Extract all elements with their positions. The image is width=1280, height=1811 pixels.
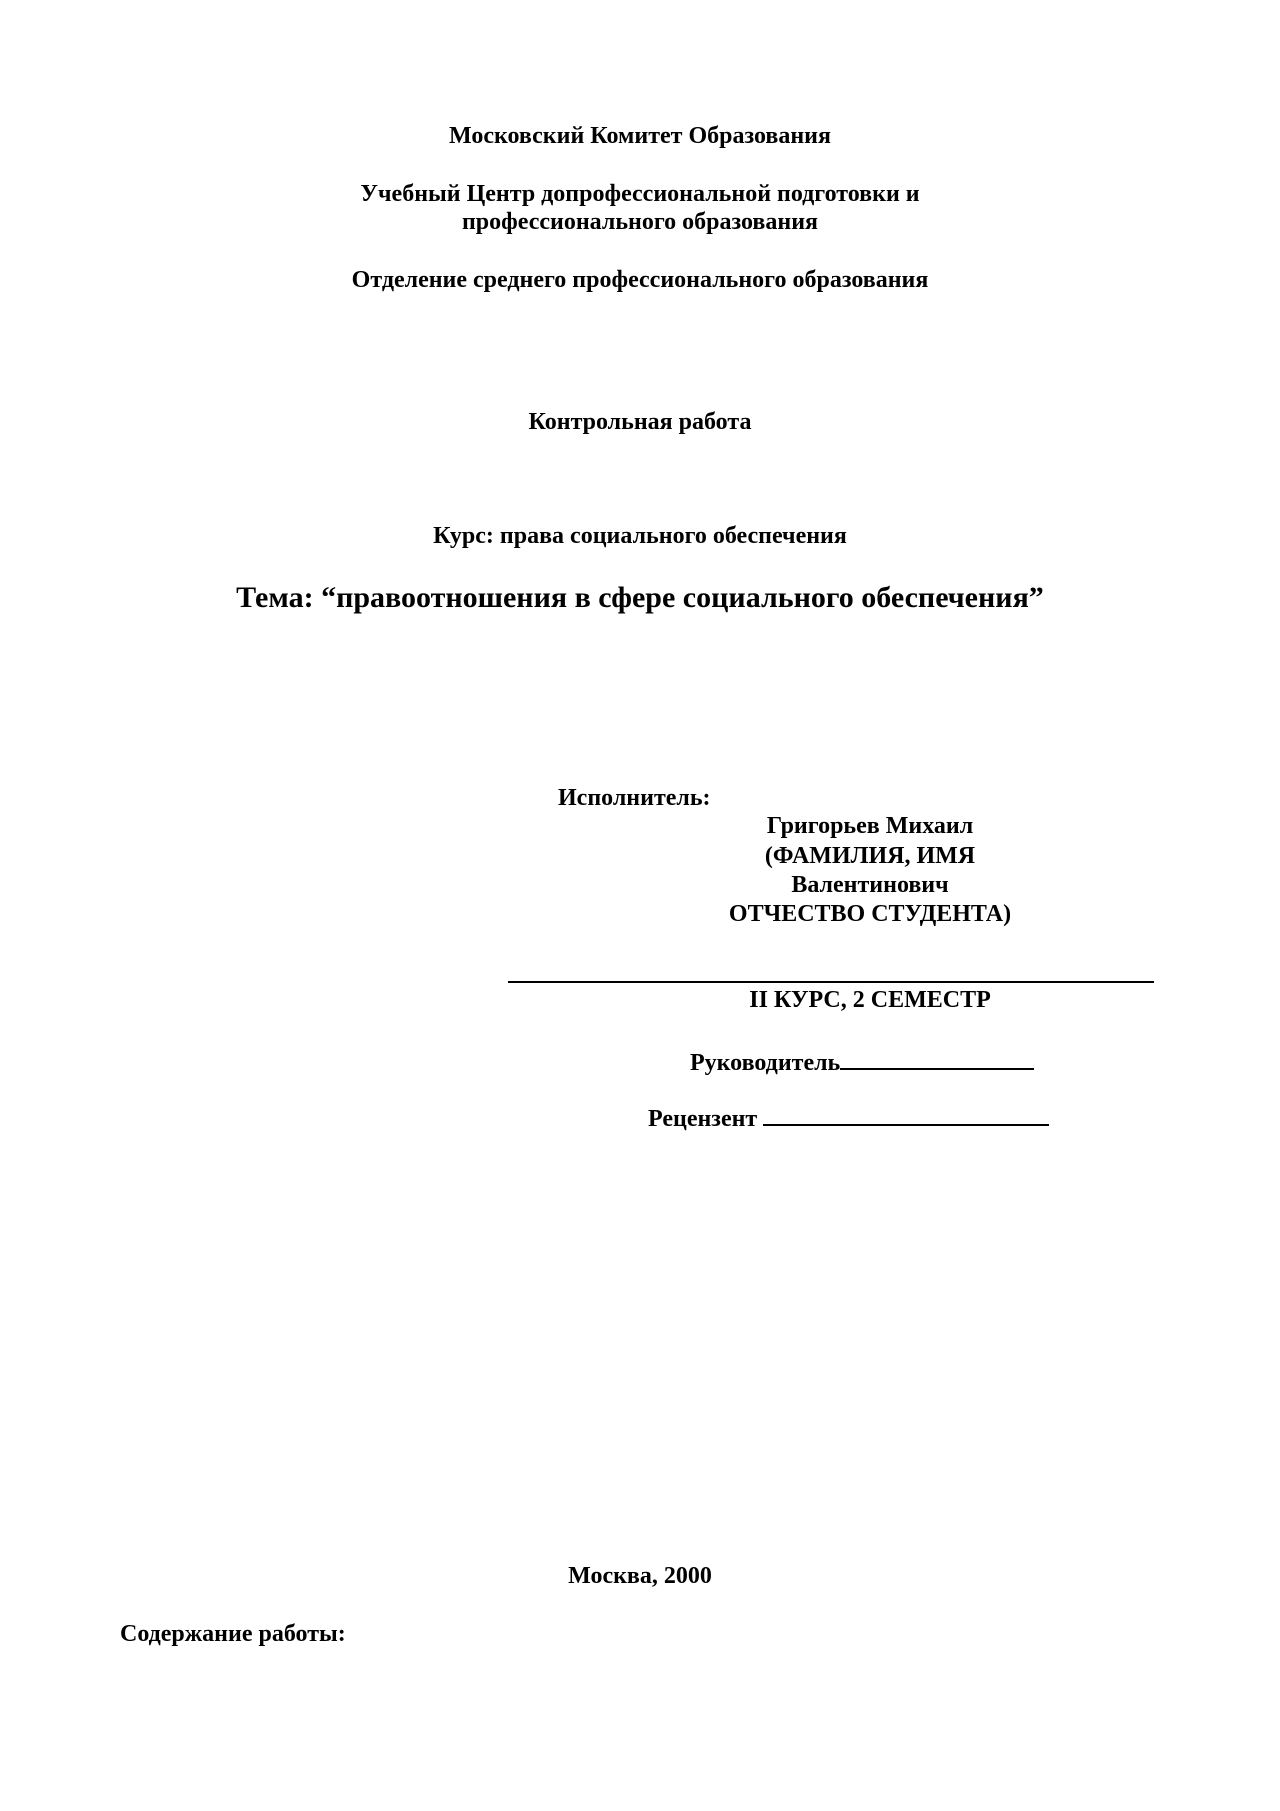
topic-line: Тема: “правоотношения в сфере социального обеспечения” [236, 581, 1044, 614]
reviewer-signature-field[interactable] [763, 1102, 1049, 1126]
course-line: Курс: права социального обеспечения [433, 523, 847, 549]
course-semester-line: II КУРС, 2 СЕМЕСТР [749, 987, 991, 1013]
training-center-line-1: Учебный Центр допрофессиональной подготовки и [360, 181, 920, 207]
supervisor-signature-field[interactable] [840, 1046, 1034, 1070]
committee-heading: Московский Комитет Образования [449, 123, 831, 149]
city-year-line: Москва, 2000 [568, 1563, 712, 1589]
training-center-line-2: профессионального образования [461, 209, 819, 235]
work-type-title: Контрольная работа [528, 409, 752, 435]
supervisor-label: Руководитель [690, 1050, 841, 1076]
student-patronymic-hint-line: ОТЧЕСТВО СТУДЕНТА) [728, 901, 1012, 927]
department-heading: Отделение среднего профессионального образования [351, 267, 929, 293]
reviewer-label: Рецензент [648, 1106, 758, 1132]
executor-label: Исполнитель: [558, 785, 711, 811]
student-name-line: Григорьев Михаил [766, 813, 974, 839]
supervisor-row [690, 1046, 1034, 1077]
signature-rule [508, 981, 1154, 983]
contents-heading: Содержание работы: [120, 1621, 346, 1647]
student-name-hint-line: (ФАМИЛИЯ, ИМЯ [764, 843, 976, 869]
student-patronymic-line: Валентинович [791, 872, 949, 898]
reviewer-row [648, 1102, 1049, 1133]
